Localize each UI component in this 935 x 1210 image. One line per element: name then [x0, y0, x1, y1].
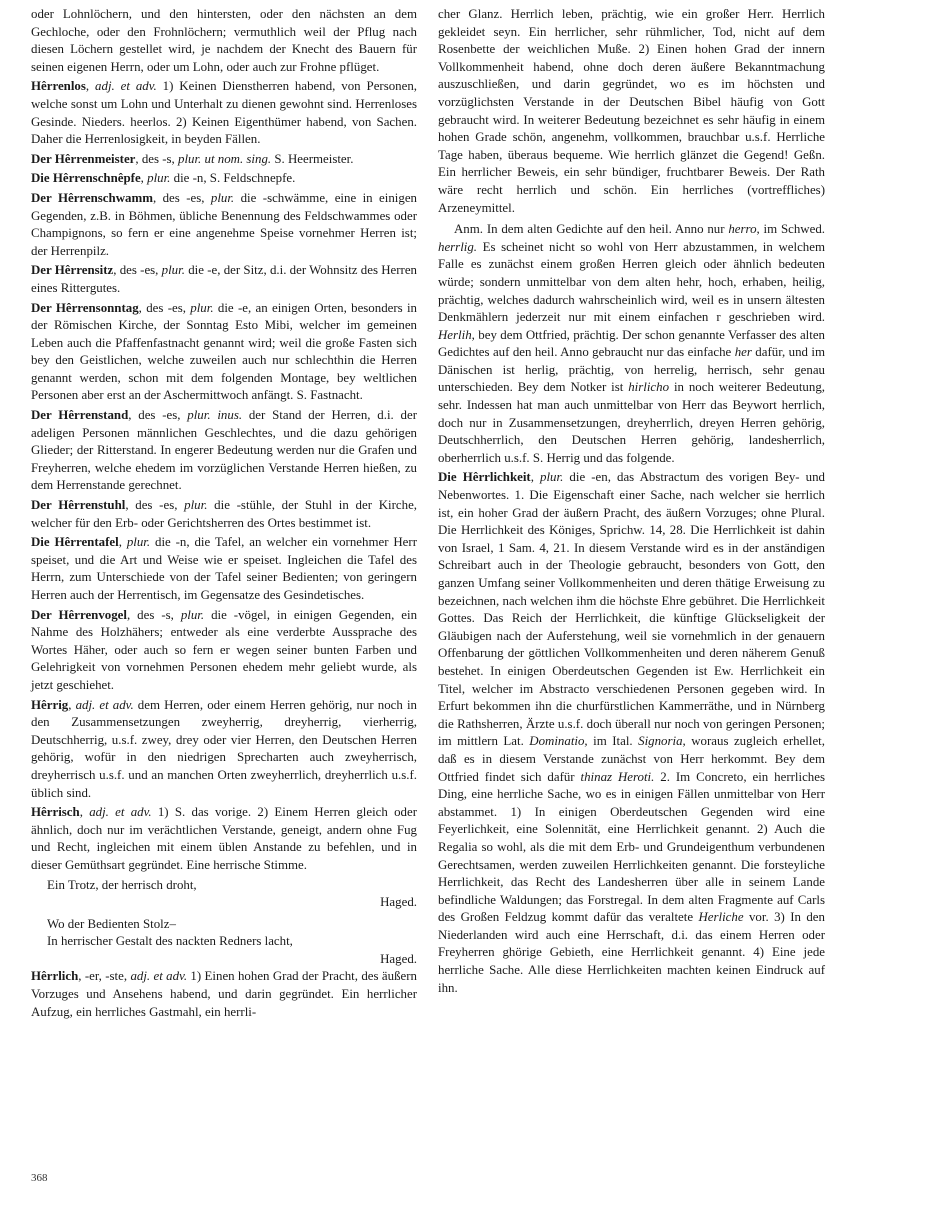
headword: Der Hêrrensonntag: [31, 300, 139, 315]
annotation-text: im Schwed.: [759, 222, 825, 237]
headword: Der Hêrrenstand: [31, 408, 129, 423]
italic-term: Dominatio,: [529, 734, 588, 749]
continuation-text: cher Glanz. Herrlich leben, prächtig, wie ein großer Herr. Herrlich gekleidet seyn. Ein herrlicher, sehr rühmlicher, Tod, nicht auf dem Rosenbette der weichlichen Muße. 2) Einen hohen Grad der innern Vollkommenheit habend, ohne doch deren äußere Bekanntmachung auszuschließen, und darin gegründet, wo es im höchsten und vorzüglichsten Verstande in der Deutschen Bibel häufig von Gott gebraucht wird. In weiterer Bedeutung bezeichnet es sehr häufig in einem hohen Grade schön, angenehm, vollkommen, brauchbar u.s.f. Herrliche Tage haben, überaus bequeme. Wie herrlich glänzet die Gegend! Geßn. Ein herrlicher Beweis, ein sehr bündiger, fruchtbarer Beweis. Der Rath wäre recht herrlich und schön. Ein herrliches (vortreffliches) Arzeneymittel.: [438, 7, 825, 215]
entry-herrisch: [31, 804, 417, 874]
entry-text: die -en, das Abstractum des vorigen Bey- und Nebenwortes. 1. Die Eigenschaft einer Sache, nach welcher sie herrlich ist, ein hoher Grad der äußern Pracht, des äußern Vorzuges; ohne Plural. Die Herrlichkeit des Königes, Sprichw. 14, 28. Die Herrlichkeit ist dahin von Israel, 1 Sam. 4, 21. In diesem Verstande wird es in der anständigen Schreibart auch in der Theologie gebraucht, besonders von Gott, den ganzen Umfang seiner Vollkommenheiten und deren thätige Erweisung zu bezeichnen, nach welchen ihm die höchste Ehre gebühret. Die Herrlichkeit Gottes. Das Reich der Herrlichkeit, die künftige Glückseligkeit der Gläubigen nach der Auferstehung, weil sie vornehmlich in der genauern Offenbarung der göttlichen Vollkommenheiten und deren näherem Genuß bestehet. In einigen Oberdeutschen Gegenden ist Ew. Herrlichkeit ein Titel, welcher im Abstracto verschiedenen Personen gegeben wird. In Erfurt bekommen ihn die churfürstlichen Kammerräthe, und in Nürnberg die Rathsherren, Ärzte u.s.f. doch überall nur noch von geringen Personen; im mittlern Lat.: [438, 470, 825, 749]
grammar-label: adj. et adv.: [89, 805, 152, 820]
italic-term: herro,: [728, 222, 760, 237]
italic-term: thinaz Heroti.: [580, 769, 655, 784]
entry-text: 1) Keinen Dienstherren habend, von Personen, welche sonst um Lohn und Unterhalt zu dienen gewohnt sind. Herrenloses Gesinde. Nieders. heerlos. 2) Keinen Eigenthümer habend, von Sachen. Daher die Herrenlosigkeit, in beyden Fällen.: [31, 79, 417, 147]
entry-herrenlos: [31, 78, 417, 148]
entry-text: , des -es,: [128, 408, 188, 423]
entry-herrentafel: [31, 534, 417, 604]
entry-text: , des -es,: [113, 263, 162, 278]
page-number: 368: [31, 1172, 48, 1184]
left-column: [31, 6, 417, 1023]
entry-text: , des -s,: [135, 151, 178, 166]
entry-herrenschwamm: [31, 190, 417, 260]
headword: Die Hêrrenschnêpfe: [31, 171, 141, 186]
grammar-label: plur.: [147, 171, 171, 186]
grammar-label: plur.: [540, 470, 564, 485]
entry-text: die -schwämme, eine in einigen Gegenden, z.B. in Böhmen, übliche Benennung des Feldschwammes oder Champignons, so fern er eine angenehme Speise vornehmer Herren ist; der Herrenpilz.: [31, 190, 417, 258]
verse-line: Wo der Bedienten Stolz–: [47, 916, 176, 931]
italic-term: Herlih,: [438, 327, 475, 342]
italic-term: hirlicho: [628, 380, 670, 395]
entry-herrenschnepfe: [31, 170, 417, 188]
headword: Der Hêrrenmeister: [31, 151, 136, 166]
entry-herrlichkeit: [438, 469, 825, 997]
italic-term: Herliche: [698, 910, 744, 925]
headword: Der Hêrrensitz: [31, 263, 114, 278]
entry-text: , des -s,: [126, 607, 181, 622]
annotation-text: bey dem Ottfried, prächtig. Der schon genannte Verfasser des alten Gedichtes auf den heil. Anno gebraucht nur das einfache: [438, 327, 825, 360]
headword: Die Hêrrentafel: [31, 535, 119, 550]
entry-text: der Stand der Herren, d.i. der adeligen Personen männlichen Geschlechtes, und die dazu gehörigen Glieder; der Ritterstand. In engerer Bedeutung werden nur die Grafen und Freyherren, welche ehedem im vorzüglichen Verstande Herren hießen, zu dem Herrenstande gerechnet.: [31, 408, 418, 493]
entry-herrenvogel: [31, 607, 417, 695]
right-column: [438, 6, 825, 999]
grammar-label: plur.: [180, 607, 205, 622]
entry-herrenmeister: [31, 151, 417, 169]
entry-text: ,: [85, 79, 96, 94]
entry-text: die -stühle, der Stuhl in der Kirche, welcher für den Erb- oder Gerichtsherren des Ortes bestimmet ist.: [31, 498, 418, 530]
entry-herrenstand: [31, 407, 417, 495]
entry-text: ,: [140, 171, 148, 186]
entry-text: dem Herren, oder einem Herren gehörig, nur noch in den Zusammensetzungen zweyherrig, dreyherrig, vierherrig, Deutschherrig, u.s.f. zwey, drey oder vier Herren, den Deutschen Herren gehörig, wofür in den niedrigen Sprecharten auch zweyherrisch, dreyherrisch u.s.f. und an manchen Orten zweyherrlich, dreyherrlich u.s.f. üblich sind.: [31, 697, 417, 800]
entry-text: woraus zugleich erhellet, daß es in diesem Verstande zunächst von Herr herkommt. Bey dem Ottfried findet sich dafür: [438, 734, 825, 784]
entry-text: die -n, S. Feldschnepfe.: [170, 171, 296, 186]
italic-term: her: [734, 345, 752, 360]
grammar-label: adj. et adv.: [75, 697, 134, 712]
headword: Hêrrig: [31, 697, 69, 712]
grammar-label: adj. et adv.: [95, 79, 157, 94]
grammar-label: plur. ut nom. sing.: [178, 151, 272, 166]
entry-text: im Ital.: [587, 734, 639, 749]
entry-text: die -n, die Tafel, an welcher ein vornehmer Herr speiset, und die Art und Weise wie er speiset. Ingleichen die Tafel des Herrn, zum Unterschiede von der Tafel seiner Bedienten; von geringern Herren auch der Herrentisch, im Gegensatze des Gesindetisches.: [31, 535, 417, 602]
annotation-text: dafür, und im Dänischen ist herlig, prächtig, von herrelig, herrisch, sehr genau unterschieden. Bey dem Notker ist: [438, 345, 825, 395]
entry-text: , des -es,: [152, 190, 211, 205]
grammar-label: plur.: [126, 535, 151, 550]
entry-text: , des -es,: [125, 498, 185, 513]
entry-text: 1) S. das vorige. 2) Einem Herren gleich oder ähnlich, doch nur im verächtlichen Verstande, geneigt, andern ohne Fug und Recht, ingleichen mit einem üblen Anstande zu befehlen, und in dieser Gemüthsart gegründet. Eine herrische Stimme.: [31, 805, 417, 872]
entry-text: S. Heermeister.: [271, 151, 354, 166]
grammar-label: plur. inus.: [187, 408, 243, 423]
entry-text: 2. Im Concreto, ein herrliches Ding, eine herrliche Sache, wo es in einigen Fällen unmittelbar von Herr abstammet. 1) In einigen Oberdeutschen Gegenden wird eine Feyerlichkeit, eine Solennität, eine Herrlichkeit genannt. 2) Auch die Regalia so wohl, als die mit dem Erb- und Grundeigenthum verbundenen Gerechtsamen, werden zuweilen Herrlichkeiten genannt. Die forsteyliche Herrlichkeit, das Recht des Landesherren über alle in seinem Lande befindliche Waldungen; das Forstregal. In dem alten Fragmente auf Carls des Großen Feldzug kommt dafür das veraltete: [438, 769, 825, 925]
entry-herrenstuhl: [31, 497, 417, 532]
headword: Hêrrlich: [31, 969, 79, 984]
continuation-text: oder Lohnlöchern, und den hintersten, oder den nächsten an dem Gechloche, oder den Frohnlöchern; vermuthlich weil der Pflug nach diesen Löchern gestellet wird, je nachdem der Knecht des Bauern für seinen eigenen Herrn, oder um Lohn, oder auch zur Frohne pflüget.: [31, 7, 417, 74]
entry-text: vor. 3) In den Niederlanden wird auch eine Herrschaft, d.i. das einem Herren oder Freyherren ghörige Gebieth, eine Herrlichkeit genannt. 4) Eine jede herrliche Sache. Alle diese Herrlichkeiten machten keinen Eindruck auf ihn.: [438, 910, 825, 995]
headword: Die Hêrrlichkeit: [438, 470, 531, 485]
grammar-label: plur.: [210, 190, 235, 205]
headword: Der Hêrrenstuhl: [31, 498, 126, 513]
entry-text: die -e, an einigen Orten, besonders in der Römischen Kirche, der Sonntag Esto Mibi, welcher im gemeinen Leben auch die Pfaffenfastnacht genannt wird; weil die große Fasten sich bey den Geistlichen, welche zuweilen auch nur schlechthin die Herren genannt werden, schon mit dem folgenden Montage, bey weltlichen Personen aber erst an der Aschermittwoch anfängt. S. Fastnacht.: [31, 300, 418, 403]
grammar-label: plur.: [190, 300, 214, 315]
verse-line: Ein Trotz, der herrisch droht,: [47, 877, 197, 892]
citation-source: Haged.: [380, 951, 417, 966]
headword: Der Hêrrenvogel: [31, 607, 127, 622]
entry-text: 1) Einen hohen Grad der Pracht, des äußern Vorzuges und Ansehens habend, und darin gegründet. Ein herrlicher Aufzug, ein herrliches Gastmahl, ein herrli-: [31, 969, 417, 1019]
annotation-text: in noch weiterer Bedeutung, sehr. Indessen hat man auch unmittelbar von Herr das Beywort herrlich, doch nur in Zusammensetzungen, dreyherrlich, dreyen Herren gehörig, Deutschherrlich, den Deutschen Herren gehörig, landesherrlich, oberherrlich u.s.f. S. Herrig und das folgende.: [438, 380, 825, 465]
entry-herrensitz: [31, 262, 417, 297]
entry-text: ,: [530, 470, 541, 485]
grammar-label: adj. et adv.: [130, 969, 188, 984]
annotation-text: Es scheinet nicht so wohl von Herr abzustammen, in welchem Falle es zunächst einem großen Herren gleich oder ähnlich bedeuten würde; sondern unmittelbar von dem alten hehr, hoch, erhaben, heilig, prächtig, welches dadurch wahrscheinlich wird, weil es in unsern ältesten Denkmählern jederzeit nur mit einem einfachen r geschrieben wird.: [438, 239, 825, 325]
grammar-label: plur.: [161, 263, 185, 278]
entry-herrlich: [31, 968, 417, 1021]
annotation-text: Anm. In dem alten Gedichte auf den heil. Anno nur: [454, 222, 729, 237]
headword: Hêrrisch: [31, 805, 80, 820]
entry-text: ,: [68, 697, 76, 712]
entry-herrig: [31, 697, 417, 803]
entry-text: die -e, der Sitz, d.i. der Wohnsitz des Herren eines Rittergutes.: [31, 263, 417, 295]
italic-term: herrlig.: [438, 239, 478, 254]
verse-line: In herrischer Gestalt des nackten Redners lacht,: [47, 934, 293, 949]
entry-text: ,: [79, 805, 90, 820]
entry-text: ,: [118, 535, 127, 550]
entry-text: , -er, -ste,: [78, 969, 131, 984]
entry-herrensonntag: [31, 300, 417, 406]
headword: Der Hêrrenschwamm: [31, 190, 153, 205]
italic-term: Signoria,: [638, 734, 686, 749]
annotation-paragraph: [438, 221, 825, 467]
grammar-label: plur.: [184, 498, 208, 513]
entry-text: , des -es,: [138, 300, 191, 315]
citation-source: Haged.: [380, 895, 417, 910]
entry-text: die -vögel, in einigen Gegenden, ein Nahme des Holzhähers; entweder als eine verderbte Aussprache des Wortes Häher, oder auch so fern er wegen seiner bunten Farben und Gelehrigkeit von vornehmen Personen ehedem mehr geliebt wurde, als jetzt geschiehet.: [31, 607, 418, 692]
headword: Hêrrenlos: [31, 79, 86, 94]
